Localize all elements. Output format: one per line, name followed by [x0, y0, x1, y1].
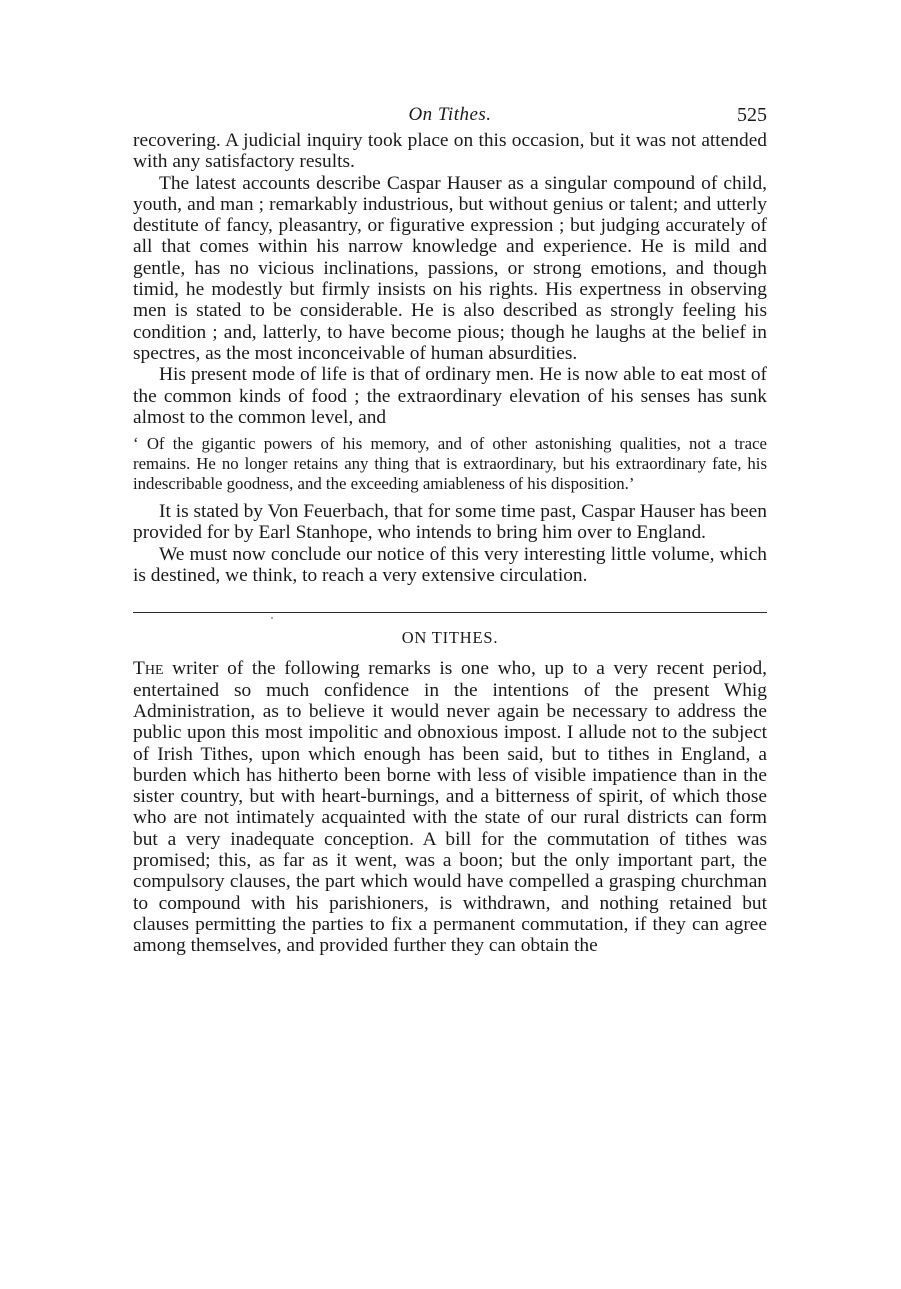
paragraph-body: writer of the following remarks is one who, up to a very recent period, entertained so much confidence in the intentions of the present Whig Administration, as to believe it would never again be necessary to address the public upon this most impolitic and obnoxious impost. I allude not to the subject of Irish Tithes, upon which enough has been said, but to tithes in England, a burden which has hitherto been borne with less of visible impatience than in the sister country, but with heart-burnings, and a bitterness of spirit, of which those who are not intimately acquainted with the state of our rural districts can form but a very inadequate conception. A bill for the commutation of tithes was promised; this, as far as it went, was a boon; but the only important part, the compulsory clauses, the part which would have compelled a grasping churchman to compound with his parishioners, is withdrawn, and nothing retained but clauses permitting the parties to fix a permanent commutation, if they can agree among themselves, and provided further they can obtain the — [133, 658, 767, 957]
page-number: 525 — [737, 104, 767, 126]
running-head-title: On Tithes. — [408, 104, 492, 125]
section-title: ON TITHES. — [401, 628, 499, 648]
book-page — [133, 104, 767, 957]
paragraph — [133, 658, 767, 956]
paragraph: We must now conclude our notice of this very interesting little volume, which is destined, we think, to reach a very extensive circulation. — [133, 543, 767, 587]
paragraph: It is stated by Von Feuerbach, that for some time past, Caspar Hauser has been provided for by Earl Stanhope, who intends to bring him over to England. — [133, 501, 767, 544]
paragraph: recovering. A judicial inquiry took place on this occasion, but it was not attended with any satisfactory results. — [133, 130, 767, 173]
paragraph: His present mode of life is that of ordinary men. He is now able to eat most of the common kinds of food ; the extraordinary elevation of his senses has sunk almost to the common level, and — [133, 364, 767, 428]
paragraph: The latest accounts describe Caspar Hauser as a singular compound of child, youth, and man ; remarkably industrious, but without genius or talent; and utterly destitute of fancy, pleasantry, or figurative expression ; but judging accurately of all that comes within his narrow knowledge and experience. He is mild and gentle, has no vicious inclinations, passions, or strong emotions, and though timid, he modestly but firmly insists on his rights. His expertness in observing men is stated to be considerable. He is also described as strongly feeling his condition ; and, latterly, to have become pious; though he laughs at the belief in spectres, as the most inconceivable of human absurdities. — [133, 172, 767, 364]
ink-speck — [271, 617, 273, 619]
running-head — [133, 104, 767, 130]
first-word: The — [133, 658, 164, 680]
block-quote: ‘ Of the gigantic powers of his memory, and of other astonishing qualities, not a trace remains. He no longer retains any thing that is extraordinary, but his extraordinary fate, his indescribable goodness, and the exceeding amiableness of his disposition.’ — [133, 434, 767, 494]
section-divider — [133, 612, 767, 613]
